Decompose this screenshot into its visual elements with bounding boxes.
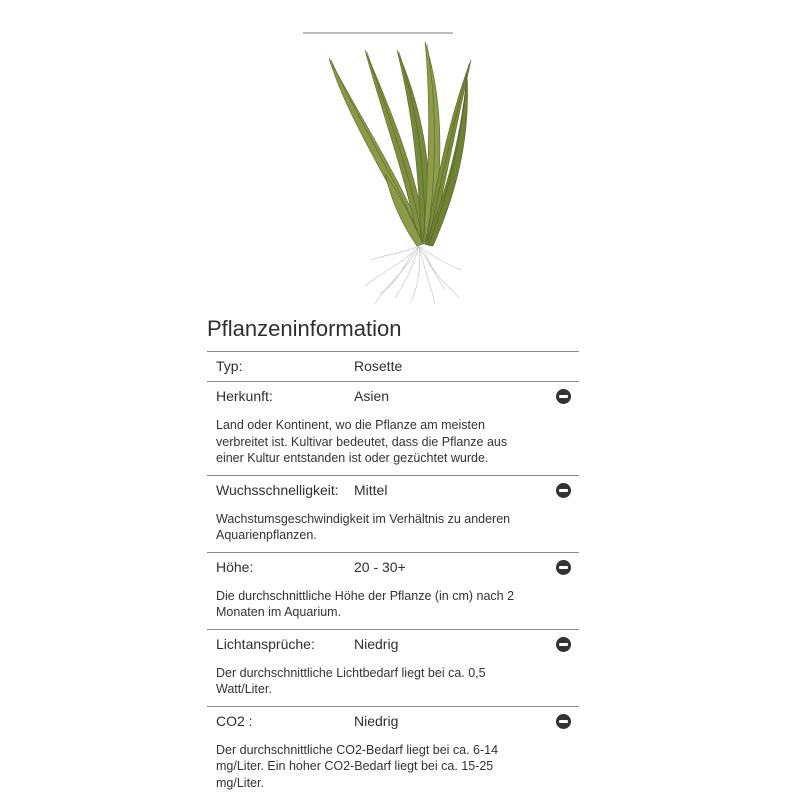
- info-label: Herkunft:: [216, 388, 273, 404]
- info-row-header-toggle[interactable]: [207, 553, 579, 582]
- info-description: Der durchschnittliche CO2-Bedarf liegt bei ca. 6-14 mg/Liter. Ein hoher CO2-Bedarf liegt bei ca. 15-25 mg/Liter.: [216, 742, 499, 790]
- plant-illustration: [295, 14, 475, 306]
- info-label: Wuchsschnelligkeit:: [216, 481, 339, 498]
- info-value: Mittel: [354, 481, 388, 498]
- info-description: Land oder Kontinent, wo die Pflanze am meisten verbreitet ist. Kultivar bedeutet, dass die Pflanze aus einer Kultur entstanden ist oder gezüchtet wurde.: [216, 418, 508, 465]
- minus-circle-icon[interactable]: [556, 637, 571, 652]
- info-row-header-toggle[interactable]: [207, 382, 579, 411]
- info-row-header-toggle[interactable]: [207, 476, 579, 505]
- info-row-co2: [207, 707, 579, 800]
- info-row-header: [207, 352, 579, 381]
- info-description: Die durchschnittliche Höhe der Pflanze (in cm) nach 2 Monaten im Aquarium.: [216, 588, 515, 619]
- info-row-light: [207, 630, 579, 707]
- info-row-header-toggle[interactable]: [207, 707, 579, 736]
- minus-circle-icon[interactable]: [556, 483, 571, 498]
- info-value: Asien: [354, 388, 390, 404]
- info-value: 20 - 30+: [354, 558, 406, 575]
- minus-circle-icon[interactable]: [556, 560, 571, 575]
- minus-circle-icon[interactable]: [556, 389, 571, 404]
- info-row-header-toggle[interactable]: [207, 630, 579, 659]
- info-row-origin: [207, 382, 579, 476]
- info-row-type: [207, 352, 579, 382]
- panel-title: Pflanzeninformation: [207, 313, 579, 352]
- info-value: Rosette: [354, 358, 403, 374]
- info-value: Niedrig: [354, 635, 399, 652]
- info-row-growth-rate: [207, 476, 579, 553]
- info-label: Höhe:: [216, 558, 254, 575]
- info-label: Typ:: [216, 358, 243, 374]
- info-value: Niedrig: [354, 712, 399, 729]
- info-row-height: [207, 553, 579, 630]
- minus-circle-icon[interactable]: [556, 714, 571, 729]
- info-description: Der durchschnittliche Lichtbedarf liegt bei ca. 0,5 Watt/Liter.: [216, 665, 486, 696]
- info-description: Wachstumsgeschwindigkeit im Verhältnis zu anderen Aquarienpflanzen.: [216, 511, 511, 542]
- plant-info-panel: [207, 313, 579, 799]
- info-label: CO2 :: [216, 712, 253, 729]
- info-label: Lichtansprüche:: [216, 635, 315, 652]
